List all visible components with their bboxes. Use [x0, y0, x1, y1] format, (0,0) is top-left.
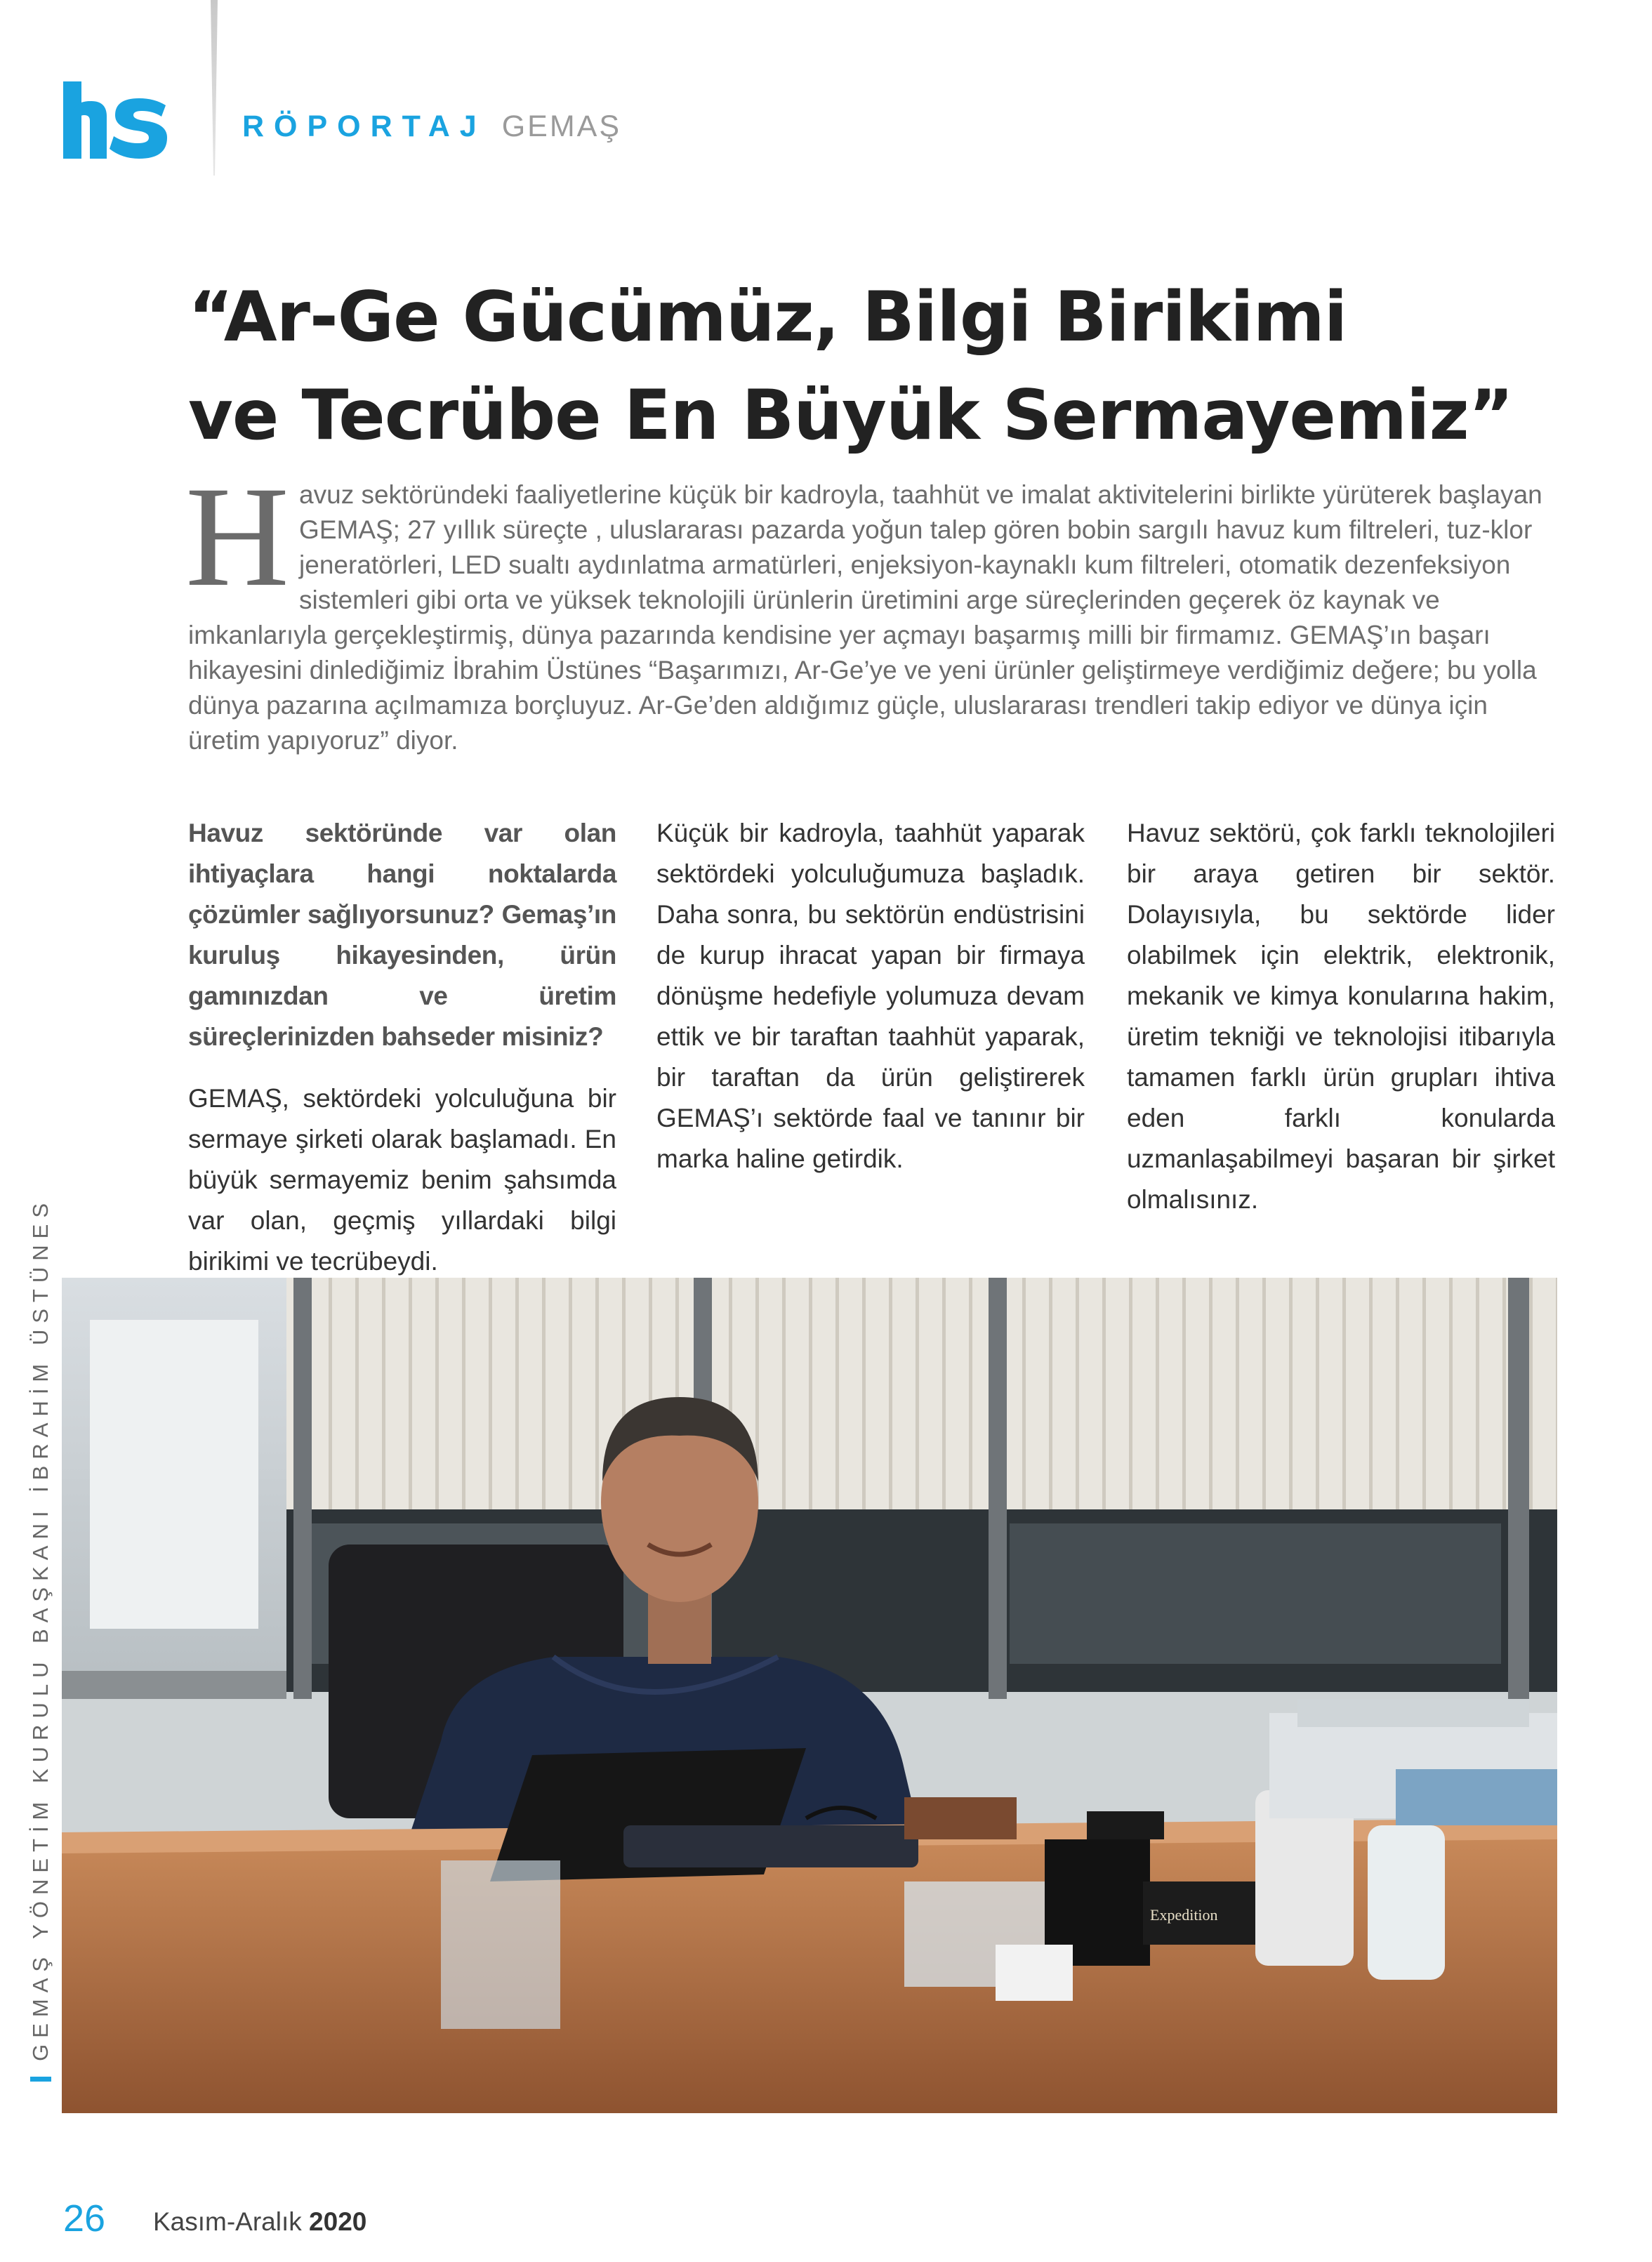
interview-question: Havuz sektöründe var olan ihtiyaçlara hangi noktalarda çözümler sağlıyorsunuz? Gemaş’ın kuruluş hikayesinden, ürün gamınızdan ve üretim süreçlerinizden bahseder misiniz?	[188, 819, 616, 1051]
column-3	[1127, 813, 1555, 1220]
caption-marker	[30, 2077, 51, 2082]
answer-paragraph-2: Küçük bir kadroyla, taahhüt yaparak sektördeki yolculuğumuza başladık. Daha sonra, bu sektörün endüstrisini de kurup ihracat yapan bir firmaya dönüşme hedefiyle yolumuza devam ettik ve bir taraftan taahhüt yaparak, bir taraftan da ürün geliştirerek GEMAŞ’ı sektörde faal ve tanınır bir marka haline getirdik.	[656, 819, 1085, 1173]
column-2	[656, 813, 1085, 1179]
lead-paragraph	[185, 457, 1557, 758]
headline-line-2: ve Tecrübe En Büyük Sermayemiz”	[188, 376, 1514, 456]
hs-logo	[63, 81, 168, 159]
section-header	[242, 105, 621, 147]
section-label: RÖPORTAJ	[242, 110, 487, 143]
photo-caption-text: GEMAŞ YÖNETİM KURULU BAŞKANI İBRAHİM ÜSTÜNES	[28, 1197, 53, 2061]
photo-caption	[27, 1197, 55, 2082]
issue-date	[153, 2207, 366, 2237]
article-headline	[188, 268, 1592, 465]
issue-year: 2020	[309, 2207, 367, 2236]
notebook-label: Expedition	[1150, 1906, 1218, 1924]
answer-paragraph-1: GEMAŞ, sektördeki yolculuğuna bir sermaye şirketi olarak başlamadı. En büyük sermayemiz benim şahsımda var olan, geçmiş yıllardaki bilgi birikimi ve tecrübeydi.	[188, 1084, 616, 1276]
page-number: 26	[63, 2197, 106, 2240]
column-1	[188, 813, 616, 1282]
section-topic: GEMAŞ	[501, 110, 621, 143]
drop-cap: H	[185, 457, 290, 616]
header-divider	[211, 0, 218, 176]
issue-month: Kasım-Aralık	[153, 2207, 302, 2236]
portrait-photo	[62, 1278, 1557, 2113]
headline-line-1: “Ar-Ge Gücümüz, Bilgi Birikimi	[188, 277, 1347, 357]
lead-text: avuz sektöründeki faaliyetlerine küçük bir kadroyla, taahhüt ve imalat aktivitelerini birlikte yürüterek başlayan GEMAŞ; 27 yıllık süreçte , uluslararası pazarda yoğun talep gören bobin sargılı havuz kum filtreleri, tuz-klor jeneratörleri, LED sualtı aydınlatma armatürleri, enjeksiyon-kaynaklı kum filtreleri, otomatik dezenfeksiyon sistemleri gibi orta ve yüksek teknolojili ürünlerin üretimini arge süreçlerinden geçerek öz kaynak ve imkanlarıyla gerçekleştirmiş, dünya pazarında kendisine yer açmayı başarmış milli bir firmamız. GEMAŞ’ın başarı hikayesini dinlediğimiz İbrahim Üstünes “Başarımızı, Ar-Ge’ye ve yeni ürünler geliştirmeye verdiğimiz değere; bu yolla dünya pazarına açılmamıza borçluyuz. Ar-Ge’den aldığımız güçle, uluslararası trendleri takip ediyor ve dünya için üretim yapıyoruz” diyor.	[188, 480, 1542, 755]
answer-paragraph-3: Havuz sektörü, çok farklı teknolojileri bir araya getiren bir sektör. Dolayısıyla, bu sektörde lider olabilmek için elektrik, elektronik, mekanik ve kimya konularına hakim, üretim tekniği ve teknolojisi itibarıyla tamamen farklı ürün grupları ihtiva eden farklı konularda uzmanlaşabilmeyi başaran bir şirket olmalısınız.	[1127, 819, 1555, 1214]
